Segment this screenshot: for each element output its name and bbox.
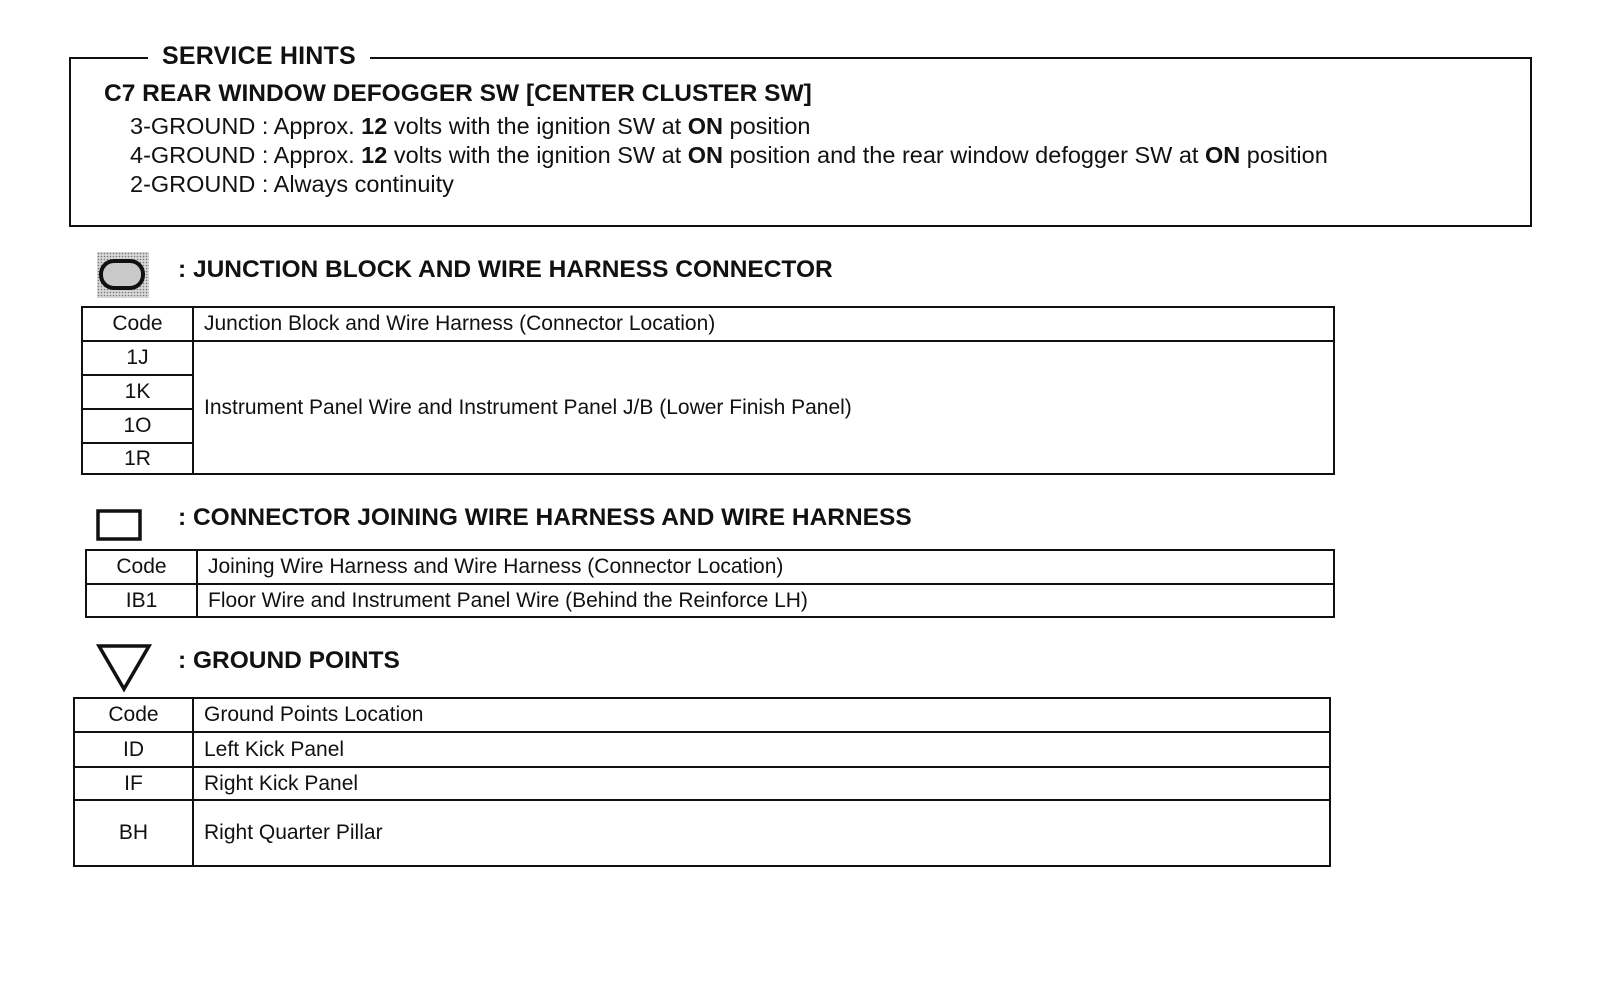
table-row — [74, 800, 1330, 866]
hint-line-3-ground: 3-GROUND : Approx. 12 volts with the ignition SW at ON position — [130, 113, 811, 139]
hint-line-2-ground: 2-GROUND : Always continuity — [130, 171, 454, 197]
header-code: Code — [86, 550, 197, 584]
ground-table — [73, 697, 1331, 867]
ground-code: IF — [74, 767, 193, 800]
junction-connector-icon — [97, 252, 149, 303]
hint-terminal: 3-GROUND — [130, 113, 256, 139]
ground-section-label: : GROUND POINTS — [178, 647, 400, 674]
junction-section-label: : JUNCTION BLOCK AND WIRE HARNESS CONNECTOR — [178, 256, 833, 283]
header-code: Code — [74, 698, 193, 732]
ground-triangle-icon — [96, 643, 152, 698]
hint-terminal: 2-GROUND — [130, 171, 256, 197]
table-header-row — [74, 698, 1330, 732]
junction-code: 1J — [82, 341, 193, 375]
header-description: Ground Points Location — [193, 698, 1330, 732]
junction-code: 1O — [82, 409, 193, 443]
junction-description: Instrument Panel Wire and Instrument Panel J/B (Lower Finish Panel) — [193, 341, 1334, 474]
ground-description: Right Quarter Pillar — [193, 800, 1330, 866]
table-header-row — [82, 307, 1334, 341]
table-row — [82, 341, 1334, 375]
table-row — [74, 767, 1330, 800]
ground-description: Left Kick Panel — [193, 732, 1330, 767]
table-header-row — [86, 550, 1334, 584]
junction-table — [81, 306, 1335, 475]
header-description: Joining Wire Harness and Wire Harness (Connector Location) — [197, 550, 1334, 584]
connector-section-label: : CONNECTOR JOINING WIRE HARNESS AND WIRE HARNESS — [178, 504, 912, 531]
ground-code: ID — [74, 732, 193, 767]
ground-code: BH — [74, 800, 193, 866]
header-code: Code — [82, 307, 193, 341]
table-row — [86, 584, 1334, 617]
wire-connector-icon — [96, 509, 142, 546]
connector-table — [85, 549, 1335, 618]
table-row — [74, 732, 1330, 767]
ground-description: Right Kick Panel — [193, 767, 1330, 800]
service-hints-title: SERVICE HINTS — [148, 42, 370, 71]
connector-description: Floor Wire and Instrument Panel Wire (Behind the Reinforce LH) — [197, 584, 1334, 617]
connector-code: IB1 — [86, 584, 197, 617]
junction-code: 1R — [82, 443, 193, 474]
header-description: Junction Block and Wire Harness (Connector Location) — [193, 307, 1334, 341]
hint-line-4-ground: 4-GROUND : Approx. 12 volts with the ignition SW at ON position and the rear window defogger SW at ON position — [130, 142, 1328, 168]
hint-terminal: 4-GROUND — [130, 142, 256, 168]
service-hints-heading: C7 REAR WINDOW DEFOGGER SW [CENTER CLUSTER SW] — [104, 80, 812, 107]
junction-code: 1K — [82, 375, 193, 409]
